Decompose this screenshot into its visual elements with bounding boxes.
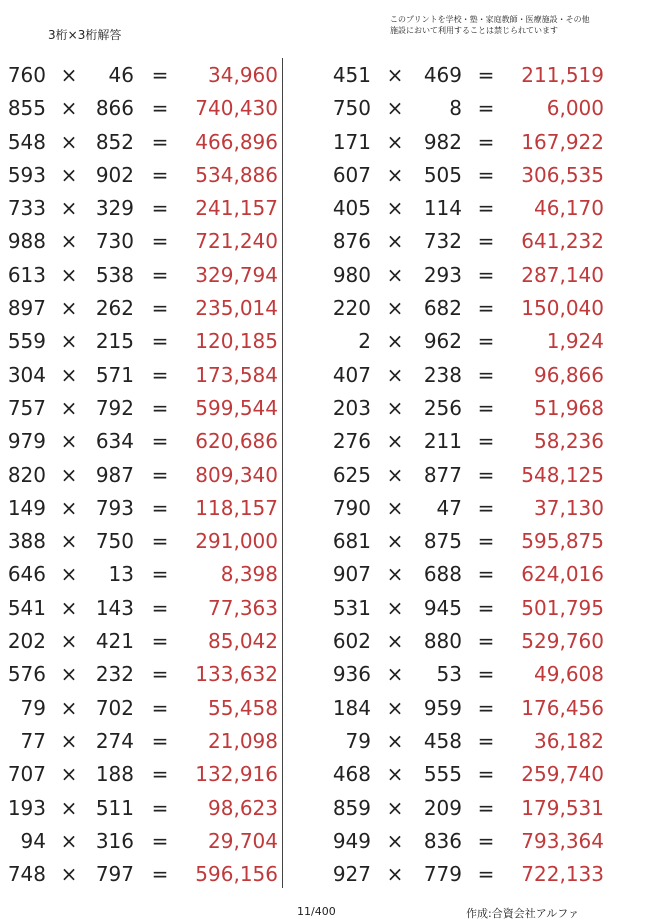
answer: 501,795 — [521, 595, 604, 620]
multiplicand: 576 — [7, 662, 46, 687]
answer: 120,185 — [195, 329, 278, 354]
multiplier: 232 — [95, 662, 134, 687]
equals-sign: = — [477, 695, 495, 720]
multiplier: 732 — [423, 229, 462, 254]
multiply-sign: × — [60, 862, 78, 887]
equals-sign: = — [477, 529, 495, 554]
multiplier: 797 — [95, 862, 134, 887]
multiplicand: 184 — [332, 695, 371, 720]
page-title: 3桁×3桁解答 — [48, 28, 122, 42]
answer: 133,632 — [195, 662, 278, 687]
multiply-sign: × — [386, 662, 404, 687]
equals-sign: = — [477, 262, 495, 287]
multiplicand: 193 — [7, 795, 46, 820]
multiply-sign: × — [60, 728, 78, 753]
answer: 51,968 — [534, 395, 604, 420]
answer: 176,456 — [521, 695, 604, 720]
answer: 624,016 — [521, 562, 604, 587]
multiplier: 902 — [95, 162, 134, 187]
answer: 118,157 — [195, 495, 278, 520]
multiply-sign: × — [60, 362, 78, 387]
multiplier: 8 — [449, 96, 462, 121]
multiplicand: 897 — [7, 296, 46, 321]
multiply-sign: × — [60, 63, 78, 87]
multiplicand: 149 — [7, 495, 46, 520]
equals-sign: = — [151, 296, 169, 321]
answer: 529,760 — [521, 629, 604, 654]
multiply-sign: × — [386, 629, 404, 654]
multiply-sign: × — [386, 362, 404, 387]
answer: 34,960 — [208, 63, 278, 87]
multiplier: 688 — [423, 562, 462, 587]
equals-sign: = — [151, 63, 169, 87]
multiplicand: 936 — [332, 662, 371, 687]
multiplier: 682 — [423, 296, 462, 321]
answer: 167,922 — [521, 129, 604, 154]
answer: 534,886 — [195, 162, 278, 187]
multiplicand: 876 — [332, 229, 371, 254]
answer: 98,623 — [208, 795, 278, 820]
answer: 809,340 — [195, 462, 278, 487]
multiply-sign: × — [60, 262, 78, 287]
answer: 721,240 — [195, 229, 278, 254]
multiplicand: 707 — [7, 762, 46, 787]
equals-sign: = — [477, 795, 495, 820]
equals-sign: = — [477, 462, 495, 487]
multiplicand: 593 — [7, 162, 46, 187]
multiply-sign: × — [386, 229, 404, 254]
multiplicand: 405 — [332, 196, 371, 221]
multiply-sign: × — [60, 529, 78, 554]
equals-sign: = — [477, 762, 495, 787]
multiplicand: 607 — [332, 162, 371, 187]
answer: 241,157 — [195, 196, 278, 221]
answer: 306,535 — [521, 162, 604, 187]
answer: 235,014 — [195, 296, 278, 321]
column-divider — [282, 58, 283, 888]
multiplicand: 733 — [7, 196, 46, 221]
equals-sign: = — [151, 795, 169, 820]
multiplier: 793 — [95, 495, 134, 520]
answer: 287,140 — [521, 262, 604, 287]
answer: 548,125 — [521, 462, 604, 487]
answer: 49,608 — [534, 662, 604, 687]
answer: 740,430 — [195, 96, 278, 121]
multiplier: 458 — [423, 728, 462, 753]
answer: 599,544 — [195, 395, 278, 420]
equals-sign: = — [477, 828, 495, 853]
multiply-sign: × — [386, 595, 404, 620]
multiplier: 47 — [436, 495, 462, 520]
multiply-sign: × — [60, 162, 78, 187]
equals-sign: = — [151, 129, 169, 154]
equals-sign: = — [151, 395, 169, 420]
equals-sign: = — [477, 595, 495, 620]
multiply-sign: × — [60, 762, 78, 787]
equals-sign: = — [477, 495, 495, 520]
multiplier: 238 — [423, 362, 462, 387]
equals-sign: = — [151, 695, 169, 720]
answer: 620,686 — [195, 429, 278, 454]
multiply-sign: × — [386, 63, 404, 87]
equals-sign: = — [151, 196, 169, 221]
multiply-sign: × — [386, 262, 404, 287]
usage-notice — [390, 14, 640, 36]
multiplicand: 988 — [7, 229, 46, 254]
equals-sign: = — [477, 162, 495, 187]
answer: 291,000 — [195, 529, 278, 554]
equals-sign: = — [477, 728, 495, 753]
multiplier: 987 — [95, 462, 134, 487]
multiply-sign: × — [60, 662, 78, 687]
equals-sign: = — [151, 629, 169, 654]
author-credit: 作成:合資会社アルファ — [466, 907, 580, 920]
equals-sign: = — [477, 96, 495, 121]
answer: 641,232 — [521, 229, 604, 254]
multiply-sign: × — [386, 862, 404, 887]
multiplicand: 541 — [7, 595, 46, 620]
equals-sign: = — [477, 296, 495, 321]
multiplier: 143 — [95, 595, 134, 620]
equals-sign: = — [477, 329, 495, 354]
answer: 55,458 — [208, 695, 278, 720]
multiplicand: 304 — [7, 362, 46, 387]
multiplicand: 820 — [7, 462, 46, 487]
answer: 21,098 — [208, 728, 278, 753]
answer: 211,519 — [521, 63, 604, 87]
multiplier: 880 — [423, 629, 462, 654]
multiplicand: 220 — [332, 296, 371, 321]
multiplicand: 927 — [332, 862, 371, 887]
multiply-sign: × — [60, 196, 78, 221]
multiply-sign: × — [386, 695, 404, 720]
multiplicand: 2 — [358, 329, 371, 354]
equals-sign: = — [477, 362, 495, 387]
multiply-sign: × — [386, 795, 404, 820]
equals-sign: = — [477, 196, 495, 221]
multiplicand: 407 — [332, 362, 371, 387]
answer: 6,000 — [546, 96, 604, 121]
multiplicand: 748 — [7, 862, 46, 887]
answer: 96,866 — [534, 362, 604, 387]
multiplicand: 171 — [332, 129, 371, 154]
answer: 179,531 — [521, 795, 604, 820]
equals-sign: = — [477, 629, 495, 654]
multiply-sign: × — [386, 462, 404, 487]
answer: 595,875 — [521, 529, 604, 554]
multiplier: 866 — [95, 96, 134, 121]
equals-sign: = — [151, 595, 169, 620]
multiplicand: 451 — [332, 63, 371, 87]
multiplier: 750 — [95, 529, 134, 554]
multiplicand: 750 — [332, 96, 371, 121]
usage-notice-line-1: このプリントを学校・塾・家庭教師・医療施設・その他 — [390, 15, 590, 24]
multiplicand: 907 — [332, 562, 371, 587]
multiplicand: 979 — [7, 429, 46, 454]
usage-notice-line-2: 施設において利用することは禁じられています — [390, 26, 558, 35]
equals-sign: = — [151, 562, 169, 587]
equals-sign: = — [477, 662, 495, 687]
multiplicand: 949 — [332, 828, 371, 853]
answer: 793,364 — [521, 828, 604, 853]
multiplier: 53 — [436, 662, 462, 687]
multiplier: 511 — [95, 795, 134, 820]
multiply-sign: × — [60, 462, 78, 487]
multiply-sign: × — [386, 429, 404, 454]
equals-sign: = — [151, 362, 169, 387]
equals-sign: = — [477, 63, 495, 87]
multiplicand: 548 — [7, 129, 46, 154]
multiply-sign: × — [386, 828, 404, 853]
multiply-sign: × — [386, 562, 404, 587]
multiplicand: 859 — [332, 795, 371, 820]
multiplier: 852 — [95, 129, 134, 154]
multiplicand: 681 — [332, 529, 371, 554]
equals-sign: = — [477, 395, 495, 420]
multiplier: 877 — [423, 462, 462, 487]
equals-sign: = — [151, 762, 169, 787]
multiplier: 982 — [423, 129, 462, 154]
multiplicand: 388 — [7, 529, 46, 554]
multiplicand: 203 — [332, 395, 371, 420]
answer: 596,156 — [195, 862, 278, 887]
multiply-sign: × — [60, 129, 78, 154]
multiplicand: 468 — [332, 762, 371, 787]
multiply-sign: × — [60, 429, 78, 454]
multiplier: 702 — [95, 695, 134, 720]
multiplicand: 855 — [7, 96, 46, 121]
multiplier: 215 — [95, 329, 134, 354]
multiplier: 792 — [95, 395, 134, 420]
multiplicand: 613 — [7, 262, 46, 287]
multiplier: 538 — [95, 262, 134, 287]
multiplier: 114 — [423, 196, 462, 221]
answer: 8,398 — [220, 562, 278, 587]
multiplier: 188 — [95, 762, 134, 787]
multiply-sign: × — [60, 828, 78, 853]
equals-sign: = — [151, 529, 169, 554]
answer: 150,040 — [521, 296, 604, 321]
multiplier: 962 — [423, 329, 462, 354]
multiplicand: 79 — [20, 695, 46, 720]
equals-sign: = — [151, 662, 169, 687]
answer: 37,130 — [534, 495, 604, 520]
equals-sign: = — [151, 262, 169, 287]
equals-sign: = — [477, 562, 495, 587]
multiplicand: 79 — [345, 728, 371, 753]
multiply-sign: × — [386, 495, 404, 520]
answer: 329,794 — [195, 262, 278, 287]
equals-sign: = — [151, 462, 169, 487]
multiplier: 959 — [423, 695, 462, 720]
multiply-sign: × — [60, 296, 78, 321]
multiplier: 256 — [423, 395, 462, 420]
multiplier: 730 — [95, 229, 134, 254]
equals-sign: = — [151, 162, 169, 187]
answer: 85,042 — [208, 629, 278, 654]
multiply-sign: × — [386, 162, 404, 187]
multiplier: 274 — [95, 728, 134, 753]
multiplicand: 625 — [332, 462, 371, 487]
equals-sign: = — [151, 429, 169, 454]
multiplier: 262 — [95, 296, 134, 321]
multiply-sign: × — [386, 529, 404, 554]
answer: 29,704 — [208, 828, 278, 853]
multiplier: 13 — [108, 562, 134, 587]
answer: 58,236 — [534, 429, 604, 454]
answer: 132,916 — [195, 762, 278, 787]
multiplier: 505 — [423, 162, 462, 187]
multiplier: 316 — [95, 828, 134, 853]
multiplier: 779 — [423, 862, 462, 887]
multiplier: 571 — [95, 362, 134, 387]
multiplicand: 94 — [20, 828, 46, 853]
multiplier: 209 — [423, 795, 462, 820]
multiplicand: 531 — [332, 595, 371, 620]
multiply-sign: × — [60, 629, 78, 654]
equals-sign: = — [477, 129, 495, 154]
multiply-sign: × — [386, 762, 404, 787]
multiply-sign: × — [386, 728, 404, 753]
multiplicand: 757 — [7, 395, 46, 420]
multiply-sign: × — [60, 329, 78, 354]
answer: 466,896 — [195, 129, 278, 154]
multiplier: 555 — [423, 762, 462, 787]
equals-sign: = — [151, 229, 169, 254]
multiply-sign: × — [60, 495, 78, 520]
equals-sign: = — [151, 862, 169, 887]
equals-sign: = — [477, 429, 495, 454]
answer: 77,363 — [208, 595, 278, 620]
equals-sign: = — [477, 862, 495, 887]
multiply-sign: × — [386, 196, 404, 221]
multiplier: 634 — [95, 429, 134, 454]
multiply-sign: × — [60, 795, 78, 820]
multiplicand: 202 — [7, 629, 46, 654]
multiplier: 329 — [95, 196, 134, 221]
multiplier: 875 — [423, 529, 462, 554]
multiplier: 46 — [108, 63, 134, 87]
multiplier: 945 — [423, 595, 462, 620]
multiplicand: 646 — [7, 562, 46, 587]
equals-sign: = — [151, 728, 169, 753]
equals-sign: = — [151, 828, 169, 853]
multiplier: 293 — [423, 262, 462, 287]
answer: 173,584 — [195, 362, 278, 387]
multiply-sign: × — [60, 595, 78, 620]
answer: 259,740 — [521, 762, 604, 787]
multiply-sign: × — [386, 296, 404, 321]
multiplicand: 276 — [332, 429, 371, 454]
equals-sign: = — [151, 96, 169, 121]
multiplier: 836 — [423, 828, 462, 853]
answer: 722,133 — [521, 862, 604, 887]
page-number: 11/400 — [297, 905, 336, 918]
answer: 1,924 — [546, 329, 604, 354]
multiply-sign: × — [386, 329, 404, 354]
multiply-sign: × — [60, 562, 78, 587]
equals-sign: = — [151, 329, 169, 354]
multiply-sign: × — [386, 96, 404, 121]
multiply-sign: × — [386, 129, 404, 154]
multiply-sign: × — [60, 395, 78, 420]
multiplicand: 77 — [20, 728, 46, 753]
multiplier: 421 — [95, 629, 134, 654]
multiply-sign: × — [60, 695, 78, 720]
multiplicand: 790 — [332, 495, 371, 520]
multiplicand: 559 — [7, 329, 46, 354]
equals-sign: = — [477, 229, 495, 254]
multiply-sign: × — [60, 229, 78, 254]
multiplicand: 980 — [332, 262, 371, 287]
multiplicand: 760 — [7, 63, 46, 87]
multiply-sign: × — [60, 96, 78, 121]
multiplicand: 602 — [332, 629, 371, 654]
equals-sign: = — [151, 495, 169, 520]
multiplier: 469 — [423, 63, 462, 87]
answer: 36,182 — [534, 728, 604, 753]
answer: 46,170 — [534, 196, 604, 221]
multiply-sign: × — [386, 395, 404, 420]
multiplier: 211 — [423, 429, 462, 454]
